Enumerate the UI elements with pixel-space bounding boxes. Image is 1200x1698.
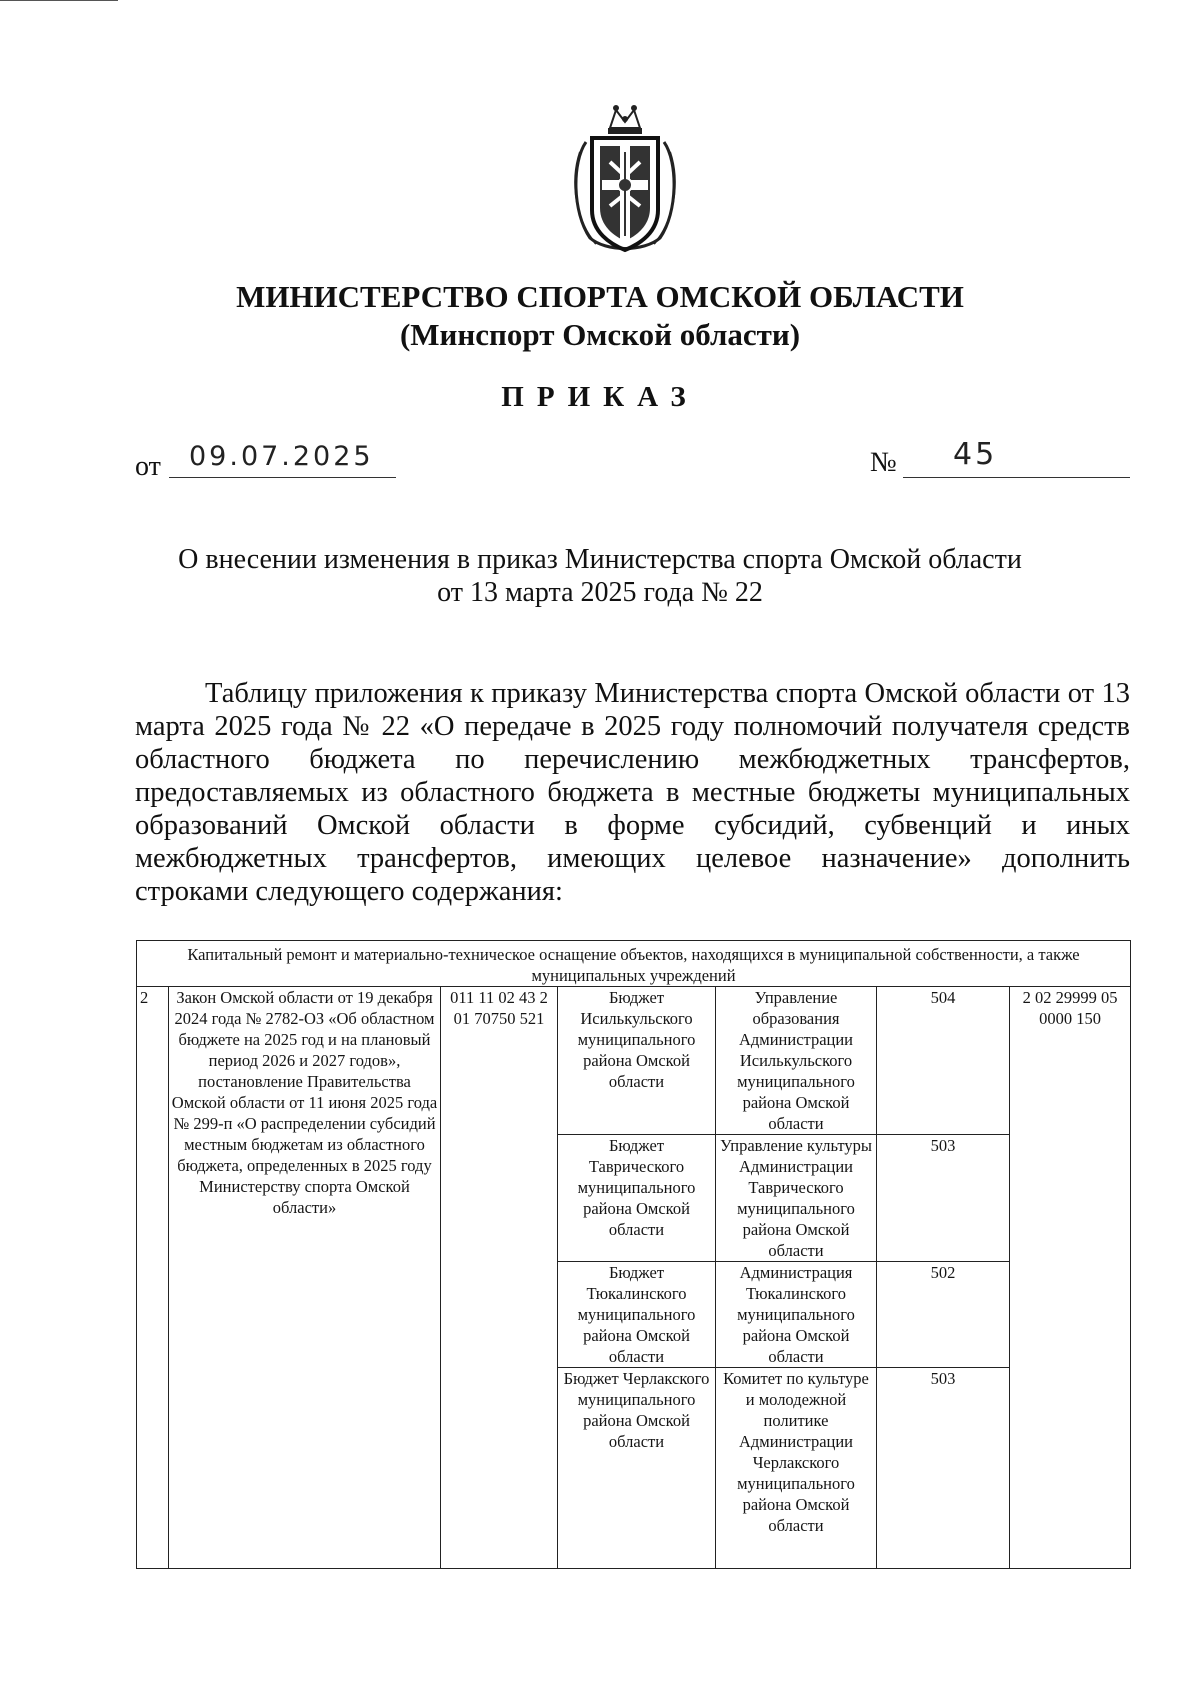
subject-line-2: от 13 марта 2025 года № 22 xyxy=(437,577,763,608)
date-field xyxy=(169,441,396,478)
scan-edge-line xyxy=(0,0,118,1)
table-row xyxy=(137,987,1131,1135)
department-code-cell: 502 xyxy=(877,1262,1010,1368)
amendment-table xyxy=(136,940,1131,1569)
coat-of-arms-icon xyxy=(566,102,684,256)
recipient-cell: Управление образования Администрации Исилькульского муниципального района Омской области xyxy=(716,987,877,1135)
ministry-name: МИНИСТЕРСТВО СПОРТА ОМСКОЙ ОБЛАСТИ xyxy=(236,279,964,314)
department-code-cell: 503 xyxy=(877,1368,1010,1569)
table-caption-row xyxy=(137,941,1131,987)
recipient-cell: Администрация Тюкалинского муниципального района Омской области xyxy=(716,1262,877,1368)
date-label: от xyxy=(135,451,161,482)
recipient-cell: Управление культуры Администрации Таврического муниципального района Омской области xyxy=(716,1135,877,1262)
budget-code-cell: 011 11 02 43 2 01 70750 521 xyxy=(441,987,558,1569)
recipient-cell: Комитет по культуре и молодежной политике Администрации Черлакского муниципального района Омской области xyxy=(716,1368,877,1569)
number-label: № xyxy=(870,447,897,478)
order-date-number-row xyxy=(135,437,1130,482)
subject-line-1: О внесении изменения в приказ Министерства спорта Омской области xyxy=(178,544,1022,575)
budget-name-cell: Бюджет Исилькульского муниципального района Омской области xyxy=(558,987,716,1135)
order-body-paragraph: Таблицу приложения к приказу Министерства спорта Омской области от 13 марта 2025 года № 22 «О передаче в 2025 году полномочий получателя средств областного бюджета по перечислению межбюджетных трансфертов, предоставляемых из областного бюджета в местные бюджеты муниципальных образований Омской области в форме субсидий, субвенций и иных межбюджетных трансфертов, имеющих целевое назначение» дополнить строками следующего содержания: xyxy=(135,678,1130,907)
table-caption: Капитальный ремонт и материально-техническое оснащение объектов, находящихся в муниципальной собственности, а также муниципальных учреждений xyxy=(137,941,1131,987)
number-field xyxy=(903,437,1130,478)
budget-name-cell: Бюджет Таврического муниципального района Омской области xyxy=(558,1135,716,1262)
revenue-code-cell: 2 02 29999 05 0000 150 xyxy=(1010,987,1131,1569)
legal-basis-cell: Закон Омской области от 19 декабря 2024 года № 2782-ОЗ «Об областном бюджете на 2025 год и на плановый период 2026 и 2027 годов», постановление Правительства Омской области от 11 июня 2025 года № 299-п «О распределении субсидий местным бюджетам из областного бюджета, определенных в 2025 году Министерству спорта Омской области» xyxy=(169,987,441,1569)
ministry-short-name: (Минспорт Омской области) xyxy=(399,317,801,352)
department-code-cell: 504 xyxy=(877,987,1010,1135)
order-subject xyxy=(0,543,1200,609)
ministry-heading xyxy=(0,278,1200,354)
number-value: 45 xyxy=(953,437,998,472)
document-type-title: ПРИКАЗ xyxy=(501,381,699,413)
department-code-cell: 503 xyxy=(877,1135,1010,1262)
budget-name-cell: Бюджет Тюкалинского муниципального района Омской области xyxy=(558,1262,716,1368)
date-value: 09.07.2025 xyxy=(189,441,374,472)
row-number: 2 xyxy=(137,987,169,1569)
budget-name-cell: Бюджет Черлакского муниципального района Омской области xyxy=(558,1368,716,1569)
